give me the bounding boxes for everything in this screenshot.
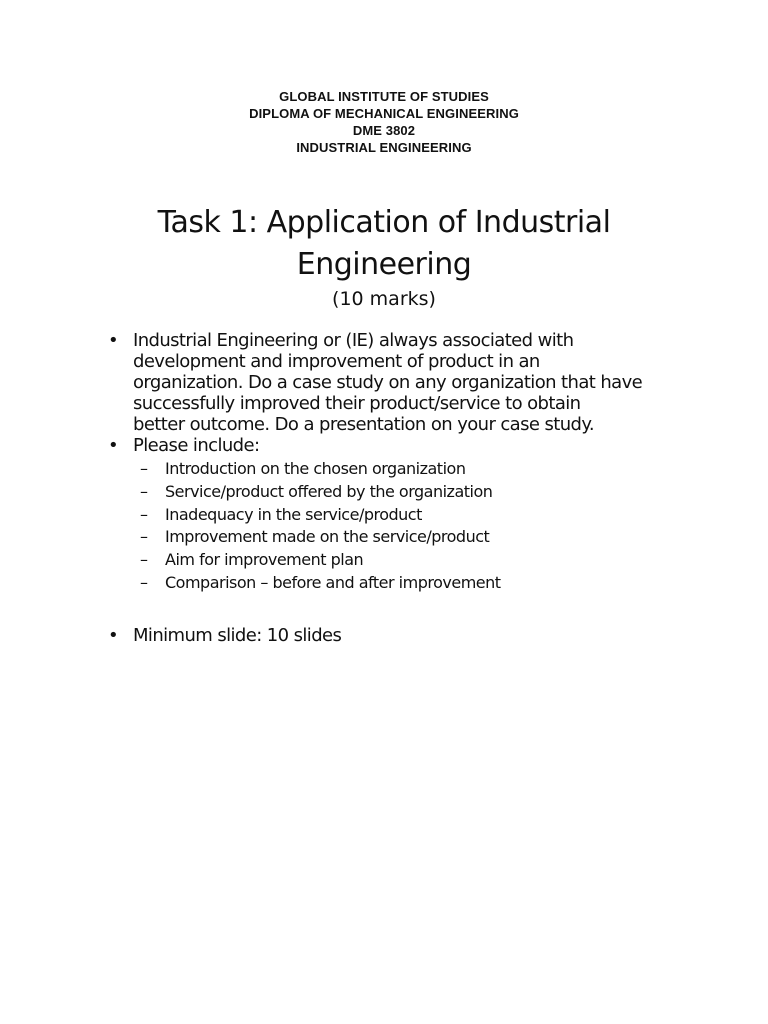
bullet-item-please-include bbox=[108, 435, 668, 456]
sub-item bbox=[140, 572, 668, 595]
bullet-item-description bbox=[108, 330, 668, 435]
description-line-4: successfully improved their product/service to obtain bbox=[133, 393, 581, 414]
description-line-1: Industrial Engineering or (IE) always associated with bbox=[133, 330, 574, 351]
description-line-2: development and improvement of product in an bbox=[133, 351, 540, 372]
description-line-3: organization. Do a case study on any organization that have bbox=[133, 372, 643, 393]
sub-item-label: Comparison – before and after improvement bbox=[165, 572, 501, 592]
dash-icon: – bbox=[140, 459, 148, 478]
task-title bbox=[120, 202, 648, 286]
sub-item bbox=[140, 481, 668, 504]
task-title-line-2: Engineering bbox=[296, 247, 472, 282]
dash-icon: – bbox=[140, 504, 148, 524]
sub-item-label: Introduction on the chosen organization bbox=[165, 459, 466, 478]
course-name: INDUSTRIAL ENGINEERING bbox=[296, 140, 472, 155]
sub-item-label: Service/product offered by the organization bbox=[165, 481, 493, 501]
institute-name: GLOBAL INSTITUTE OF STUDIES bbox=[279, 89, 489, 104]
dash-icon: – bbox=[140, 527, 148, 547]
sub-item bbox=[140, 549, 668, 572]
sub-item bbox=[140, 526, 668, 549]
task-marks: (10 marks) bbox=[332, 288, 436, 310]
sub-item bbox=[140, 458, 668, 481]
minimum-slide-label: Minimum slide: 10 slides bbox=[133, 624, 342, 646]
dash-icon: – bbox=[140, 550, 148, 570]
bullet-icon: • bbox=[108, 435, 119, 456]
spacer bbox=[108, 595, 668, 625]
sub-list bbox=[140, 458, 668, 595]
document-header bbox=[0, 88, 768, 156]
bullet-icon: • bbox=[108, 330, 119, 351]
task-title-line-1: Task 1: Application of Industrial bbox=[157, 205, 611, 240]
description-line-5: better outcome. Do a presentation on your case study. bbox=[133, 414, 594, 435]
dash-icon: – bbox=[140, 481, 148, 501]
sub-item-label: Inadequacy in the service/product bbox=[165, 504, 422, 524]
program-name: DIPLOMA OF MECHANICAL ENGINEERING bbox=[249, 106, 519, 121]
sub-item-label: Aim for improvement plan bbox=[165, 550, 364, 570]
sub-item-label: Improvement made on the service/product bbox=[165, 527, 490, 547]
dash-icon: – bbox=[140, 572, 148, 592]
bullet-list bbox=[108, 330, 668, 646]
bullet-icon: • bbox=[108, 624, 119, 646]
sub-item bbox=[140, 504, 668, 527]
course-code: DME 3802 bbox=[352, 123, 416, 138]
bullet-item-minimum-slide bbox=[108, 625, 668, 646]
please-include-label: Please include: bbox=[133, 435, 260, 456]
